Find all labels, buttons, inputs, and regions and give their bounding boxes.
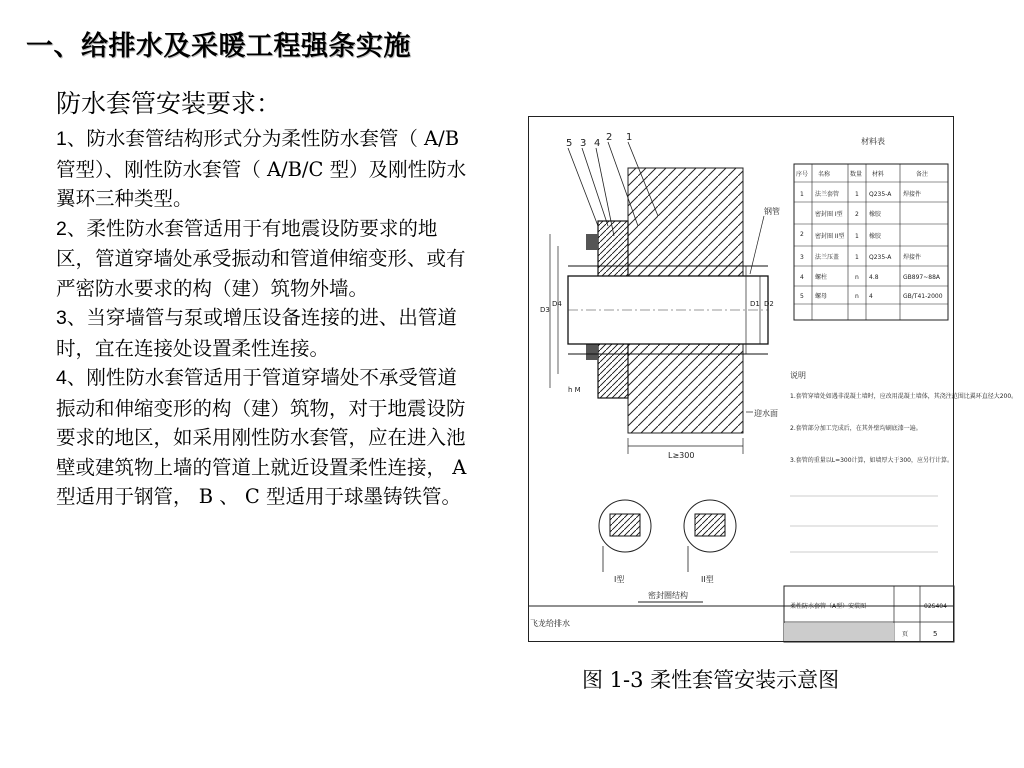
svg-text:Q235-A: Q235-A	[869, 254, 892, 261]
svg-text:3: 3	[800, 254, 804, 261]
svg-text:5: 5	[800, 293, 804, 300]
svg-text:螺母: 螺母	[815, 293, 828, 300]
svg-text:螺柱: 螺柱	[815, 274, 828, 281]
svg-text:2: 2	[800, 231, 804, 238]
item-text: 、刚性防水套管适用于管道穿墙处不承受管道振动和伸缩变形的构（建）筑物，对于地震设防要求的地区，如采用刚性防水套管，应在进入池壁或建筑物上墙的管道上就近设置柔性连接， A 型适用于钢管， B 、 C 型适用于球墨铸铁管。	[56, 366, 467, 508]
svg-text:序号: 序号	[796, 171, 809, 178]
svg-text:页: 页	[902, 631, 909, 638]
slide-body	[56, 86, 476, 512]
svg-text:法兰套管: 法兰套管	[815, 191, 840, 198]
label-seal-structure: 密封圈结构	[648, 591, 688, 600]
watermark-stamp: 飞龙给排水	[530, 619, 570, 628]
svg-text:备注: 备注	[916, 171, 929, 178]
svg-text:5: 5	[933, 630, 938, 638]
svg-text:D2: D2	[764, 300, 774, 308]
svg-text:焊接件: 焊接件	[903, 254, 922, 261]
label-pipe-length: L≥300	[668, 451, 695, 460]
svg-text:橡胶: 橡胶	[869, 211, 882, 218]
svg-text:D1: D1	[750, 300, 760, 308]
technical-drawing	[528, 116, 1018, 642]
concrete-wall	[628, 168, 743, 278]
svg-text:材料表: 材料表	[861, 137, 885, 146]
svg-text:GB897~88A: GB897~88A	[903, 274, 940, 281]
svg-text:说明: 说明	[790, 371, 806, 380]
item-number: 2	[56, 217, 67, 240]
subheading: 防水套管安装要求：	[56, 89, 282, 118]
svg-text:2.套管部分加工完成后，在其外壁均刷底漆一遍。: 2.套管部分加工完成后，在其外壁均刷底漆一遍。	[790, 425, 922, 432]
svg-text:4.8: 4.8	[869, 274, 879, 281]
svg-text:1: 1	[855, 233, 859, 240]
svg-text:1: 1	[626, 132, 633, 143]
requirement-item-3	[56, 303, 476, 363]
flange-assembly	[598, 221, 628, 281]
svg-text:1: 1	[800, 191, 804, 198]
svg-text:3.套管的重量以L=300计算，如墙厚大于300，应另行计算: 3.套管的重量以L=300计算，如墙厚大于300，应另行计算。	[790, 457, 953, 464]
svg-text:4: 4	[869, 293, 873, 300]
svg-text:橡胶: 橡胶	[869, 233, 882, 240]
svg-text:法兰压盖: 法兰压盖	[815, 254, 840, 261]
requirement-item-4	[56, 363, 476, 512]
svg-text:密封圈 I型: 密封圈 I型	[815, 211, 843, 218]
svg-text:1: 1	[855, 254, 859, 261]
svg-text:密封圈 II型: 密封圈 II型	[815, 233, 845, 240]
svg-text:n: n	[855, 293, 859, 300]
svg-text:II型: II型	[701, 575, 714, 584]
svg-text:名称: 名称	[818, 171, 831, 178]
svg-text:4: 4	[800, 274, 804, 281]
svg-text:1: 1	[855, 191, 859, 198]
svg-text:焊接件: 焊接件	[903, 191, 922, 198]
svg-text:D4: D4	[552, 300, 562, 308]
svg-text:GB/T41-2000: GB/T41-2000	[903, 293, 943, 300]
svg-text:2: 2	[855, 211, 859, 218]
svg-text:Q235-A: Q235-A	[869, 191, 892, 198]
svg-text:材料: 材料	[872, 171, 885, 178]
svg-text:I型: I型	[614, 575, 625, 584]
item-text: 、当穿墙管与泵或增压设备连接的进、出管道时，宜在连接处设置柔性连接。	[56, 306, 457, 360]
svg-text:02S404: 02S404	[924, 603, 947, 610]
svg-text:D3: D3	[540, 306, 550, 314]
slide-title: 一、给排水及采暖工程强条实施	[26, 31, 411, 62]
svg-text:1.套管穿墙处如遇非混凝土墙时，应改用混凝土墙体，其浇注范围: 1.套管穿墙处如遇非混凝土墙时，应改用混凝土墙体，其浇注范围比翼环直径大200。	[790, 393, 1018, 400]
svg-text:2: 2	[606, 132, 613, 143]
svg-text:n: n	[855, 274, 859, 281]
item-number: 3	[56, 307, 67, 329]
svg-text:4: 4	[594, 138, 601, 149]
svg-text:5: 5	[566, 138, 573, 149]
svg-text:h M: h M	[568, 386, 581, 394]
svg-text:数量: 数量	[850, 171, 863, 178]
figure-caption: 图 1-3 柔性套管安装示意图	[582, 668, 840, 692]
label-water-side: 迎水面	[754, 409, 778, 418]
item-text: 、防水套管结构形式分为柔性防水套管（ A/B 管型）、刚性防水套管（ A/B/C 型）及刚性防水翼环三种类型。	[56, 127, 467, 210]
svg-text:柔性防水套管（A型）安装图: 柔性防水套管（A型）安装图	[790, 603, 867, 610]
svg-text:3: 3	[580, 138, 587, 149]
requirement-item-2	[56, 214, 476, 304]
item-text: 、柔性防水套管适用于有地震设防要求的地区，管道穿墙处承受振动和管道伸缩变形、或有严密防水要求的构（建）筑物外墙。	[56, 216, 466, 300]
item-number: 4	[56, 367, 67, 389]
item-number: 1	[56, 128, 67, 150]
requirement-item-1	[56, 124, 476, 214]
label-steel-pipe: 钢管	[764, 207, 780, 216]
